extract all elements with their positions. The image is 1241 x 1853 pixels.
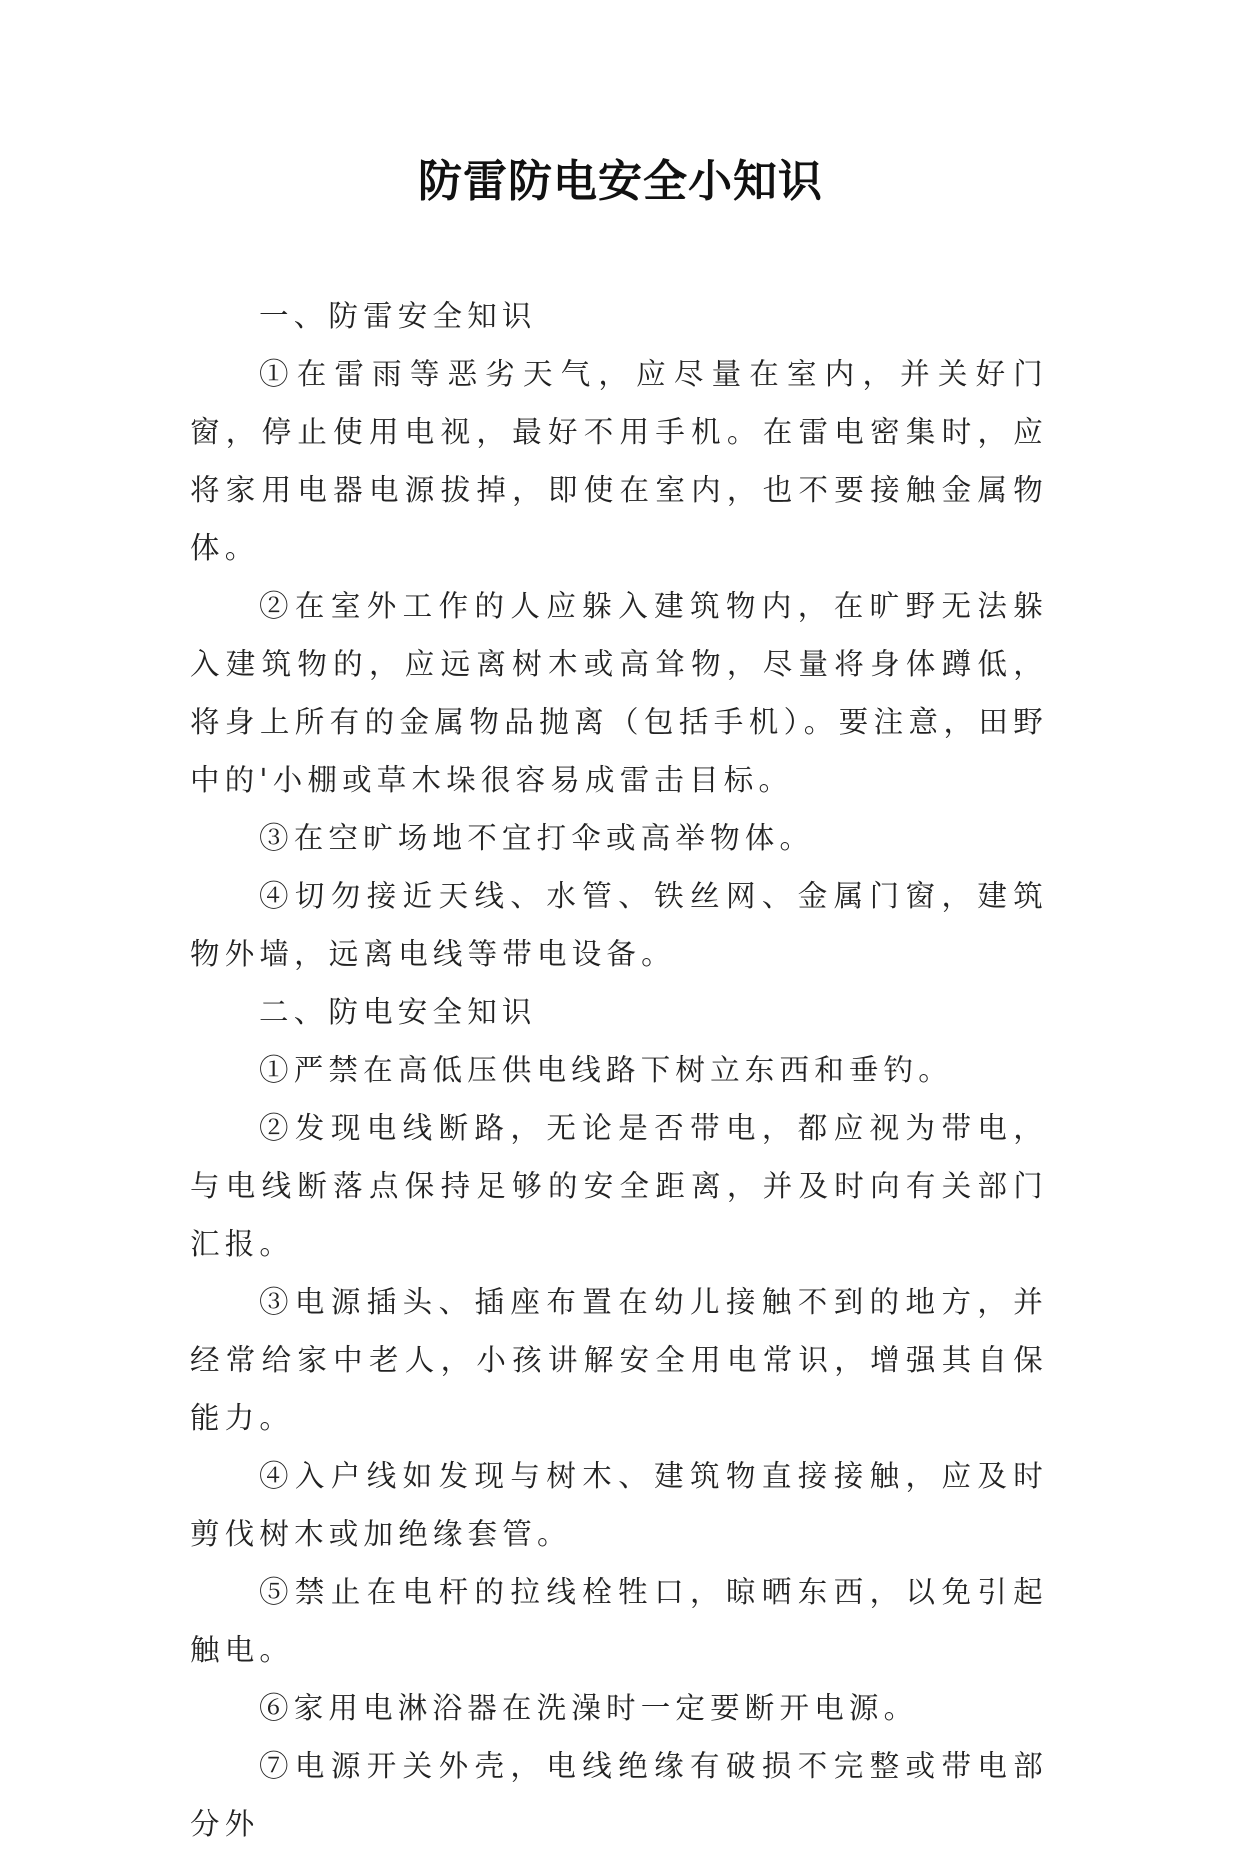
paragraph-electric-4: ④入户线如发现与树木、建筑物直接接触，应及时剪伐树木或加绝缘套管。 (190, 1459, 1048, 1551)
section-heading-lightning: 一、防雷安全知识 (259, 299, 537, 333)
document-title: 防雷防电安全小知识 (418, 156, 823, 207)
paragraph-electric-7: ⑦电源开关外壳，电线绝缘有破损不完整或带电部分外 (190, 1749, 1048, 1841)
paragraph-lightning-4: ④切勿接近天线、水管、铁丝网、金属门窗，建筑物外墙，远离电线等带电设备。 (190, 879, 1048, 971)
paragraph-electric-3: ③电源插头、插座布置在幼儿接触不到的地方，并经常给家中老人，小孩讲解安全用电常识，增强其自保能力。 (190, 1285, 1048, 1435)
paragraph-electric-6: ⑥家用电淋浴器在洗澡时一定要断开电源。 (259, 1691, 919, 1725)
paragraph-electric-5: ⑤禁止在电杆的拉线栓牲口，晾晒东西，以免引起触电。 (190, 1575, 1048, 1667)
paragraph-lightning-1: ①在雷雨等恶劣天气，应尽量在室内，并关好门窗，停止使用电视，最好不用手机。在雷电密集时，应将家用电器电源拔掉，即使在室内，也不要接触金属物体。 (190, 357, 1048, 565)
paragraph-electric-2: ②发现电线断路，无论是否带电，都应视为带电，与电线断落点保持足够的安全距离，并及时向有关部门汇报。 (190, 1111, 1048, 1261)
section-heading-electric: 二、防电安全知识 (259, 995, 537, 1029)
paragraph-lightning-2: ②在室外工作的人应躲入建筑物内，在旷野无法躲入建筑物的，应远离树木或高耸物，尽量将身体蹲低，将身上所有的金属物品抛离（包括手机）。要注意，田野中的'小棚或草木垛很容易成雷击目标。 (190, 589, 1048, 797)
paragraph-lightning-3: ③在空旷场地不宜打伞或高举物体。 (259, 821, 815, 855)
document-body (190, 287, 1048, 1853)
paragraph-electric-1: ①严禁在高低压供电线路下树立东西和垂钓。 (259, 1053, 954, 1087)
